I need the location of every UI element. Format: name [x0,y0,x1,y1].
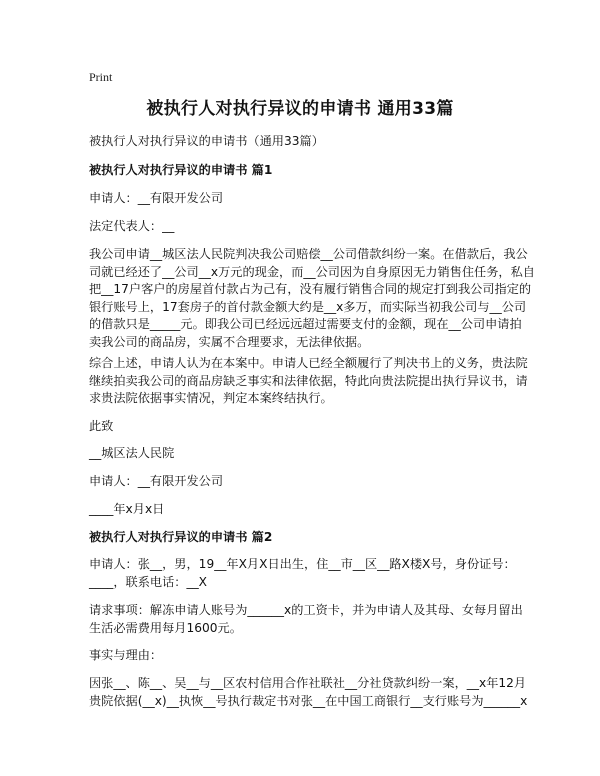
text-line: 继续拍卖我公司的商品房缺乏事实和法律依据，特此向贵法院提出执行异议书，请 [89,373,528,388]
salutation: 此致 [89,419,114,433]
court-name: __城区法人民院 [89,446,175,460]
text-line: 申请人：张__，男，19__年X月X日出生，住__市__区__路X楼X号，身份证号： [89,557,516,571]
section-heading-1: 被执行人对执行异议的申请书 篇1 [89,163,273,177]
text-line: 的借款只是_____元。即我公司已经远远超过需要支付的金额，现在__公司申请拍 [89,317,522,332]
print-link[interactable]: Print [89,70,113,84]
text-line: 银行账号上，17套房子的首付款金额大约是__x多万，而实际当初我公司与__公司 [89,299,527,314]
text-line: 司就已经还了__公司__x万元的现金，而__公司因为自身原因无力销售住任务，私自 [89,264,535,279]
section-heading-2: 被执行人对执行异议的申请书 篇2 [89,530,273,544]
applicant-info [89,556,529,591]
body-paragraph-1 [89,246,535,352]
document-subtitle: 被执行人对执行异议的申请书（通用33篇） [89,134,324,148]
text-line: 我公司申请__城区法人民院判决我公司赔偿__公司借款纠纷一案。在借款后，我公 [89,247,528,261]
text-line: 把__17户客户的房屋首付款占为己有，没有履行销售合同的规定打到我公司指定的 [89,282,532,297]
date-line: ____年x月x日 [89,502,165,516]
body-paragraph-2 [89,355,529,408]
text-line: 贵院依据(__x)__执恢__号执行裁定书对张__在中国工商银行__支行账号为______x [89,693,528,708]
text-line: 请求事项：解冻申请人账号为______x的工资卡，并为申请人及其母、女每月留出 [89,603,523,617]
text-line: 卖我公司的商品房，实属不合理要求，无法律依据。 [89,334,370,349]
facts-paragraph [89,675,529,710]
text-line: 生活必需费用每月1600元。 [89,620,242,635]
text-line: 求贵法院依据事实情况，判定本案终结执行。 [89,391,333,406]
applicant-line: 申请人：__有限开发公司 [89,191,224,205]
page-title: 被执行人对执行异议的申请书 通用33篇 [146,99,454,119]
text-line: 因张__、陈__、吴__与__区农村信用合作社联社__分社贷款纠纷一案，__x年12月 [89,676,527,690]
signature-line: 申请人：__有限开发公司 [89,474,224,488]
facts-heading: 事实与理由： [89,648,163,662]
text-line: ____，联系电话：__X [89,574,208,589]
request-items [89,602,529,637]
legal-rep-line: 法定代表人：__ [89,219,175,233]
text-line: 综合上述，申请人认为在本案中。申请人已经全额履行了判决书上的义务，贵法院 [89,356,528,370]
